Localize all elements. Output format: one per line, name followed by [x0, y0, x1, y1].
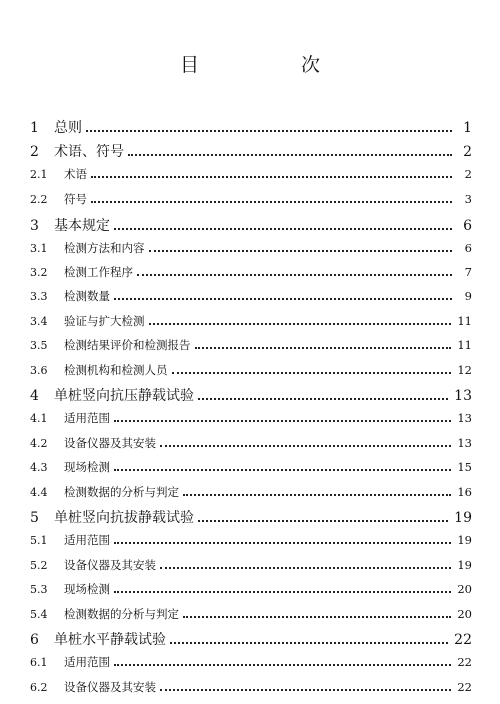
- toc-entry: [30, 531, 472, 549]
- toc-entry: [30, 580, 472, 598]
- toc-entry: [30, 458, 472, 476]
- toc-entry: [30, 555, 472, 573]
- toc-entry: [30, 165, 472, 183]
- toc-entry-number: 5.4: [30, 607, 48, 621]
- toc-entry-label: 适用范围: [64, 655, 110, 670]
- dot-leader: [91, 189, 452, 203]
- toc-entry-page: 6: [463, 217, 472, 234]
- toc-entry-page: 22: [457, 655, 472, 670]
- toc-entry-page: 2: [463, 144, 472, 161]
- toc-entry-page: 19: [457, 557, 472, 572]
- toc-entry-label: 术语、符号: [54, 144, 124, 161]
- toc-entry-label: 检测工作程序: [64, 264, 133, 279]
- dot-leader: [149, 311, 452, 325]
- toc-entry-number: 5.3: [30, 583, 48, 597]
- dot-leader: [114, 214, 452, 230]
- toc-entry-page: 19: [457, 533, 472, 548]
- toc-entry-number: 5.2: [30, 558, 48, 572]
- toc-entry-page: 16: [457, 484, 472, 499]
- dot-leader: [114, 458, 451, 472]
- toc-entry-number: 3: [30, 217, 39, 234]
- toc-entry-page: 7: [464, 264, 472, 279]
- dot-leader: [114, 580, 451, 594]
- dot-leader: [160, 433, 451, 447]
- dot-leader: [114, 287, 452, 301]
- dot-leader: [198, 506, 448, 522]
- toc-entry: [30, 336, 472, 354]
- dot-leader: [128, 140, 452, 156]
- toc-entry-label: 验证与扩大检测: [64, 313, 145, 328]
- toc-entry-label: 检测方法和内容: [64, 240, 145, 255]
- toc-entry-label: 符号: [64, 191, 87, 206]
- toc-entry-label: 总则: [54, 120, 82, 136]
- toc-entry-label: 现场检测: [64, 582, 110, 597]
- toc-entry-page: 13: [457, 435, 472, 450]
- dot-leader: [114, 409, 451, 423]
- toc-entry-number: 4.2: [30, 436, 48, 450]
- toc-entry-label: 检测数据的分析与判定: [64, 606, 179, 621]
- toc-entry-number: 4: [30, 388, 39, 405]
- dot-leader: [172, 360, 452, 374]
- dot-leader: [183, 482, 451, 496]
- toc-entry-number: 3.4: [30, 314, 48, 328]
- toc-entry: [30, 311, 472, 329]
- toc-entry-number: 3.6: [30, 363, 48, 377]
- toc-entry-number: 3.1: [30, 241, 48, 255]
- toc-entry: [30, 628, 472, 649]
- toc-entry: [30, 116, 472, 137]
- toc-entry-label: 适用范围: [64, 411, 110, 426]
- dot-leader: [149, 238, 453, 252]
- toc-entry-label: 适用范围: [64, 533, 110, 548]
- toc-entry-label: 设备仪器及其安装: [64, 557, 156, 572]
- toc-entry: [30, 506, 472, 527]
- toc-entry-number: 3.2: [30, 265, 48, 279]
- toc-entry: [30, 409, 472, 427]
- toc-entry: [30, 287, 472, 305]
- toc-entry-number: 2.1: [30, 168, 48, 182]
- dot-leader: [114, 653, 451, 667]
- toc-entry-number: 6.1: [30, 656, 48, 670]
- toc-entry: [30, 677, 472, 695]
- toc-entry-number: 6: [30, 632, 39, 649]
- toc-entry-page: 9: [464, 289, 472, 304]
- toc-entry: [30, 604, 472, 622]
- toc-entry-number: 3.3: [30, 290, 48, 304]
- toc-entry: [30, 189, 472, 207]
- toc-entry-label: 设备仪器及其安装: [64, 679, 156, 694]
- toc-entry-label: 检测数量: [64, 289, 110, 304]
- toc-entry-page: 13: [454, 388, 472, 405]
- toc-entry: [30, 238, 472, 256]
- toc-entry-page: 19: [454, 510, 472, 527]
- toc-entry-number: 3.5: [30, 339, 48, 353]
- toc-entry-label: 基本规定: [54, 217, 110, 234]
- toc-entry-page: 22: [454, 632, 472, 649]
- toc-entry-number: 4.4: [30, 485, 48, 499]
- toc-entry-number: 6.2: [30, 680, 48, 694]
- toc-entry-page: 13: [457, 411, 472, 426]
- toc-entry-page: 11: [457, 313, 472, 328]
- toc-entry: [30, 262, 472, 280]
- toc-entry-number: 5: [30, 510, 39, 527]
- toc-entry-number: 2: [30, 144, 39, 161]
- toc-entry-page: 1: [463, 120, 472, 136]
- toc-entry-page: 6: [464, 240, 472, 255]
- dot-leader: [198, 384, 448, 400]
- toc-entry: [30, 214, 472, 235]
- toc-entry: [30, 384, 472, 405]
- toc-entry-label: 现场检测: [64, 460, 110, 475]
- toc-entry-label: 术语: [64, 167, 87, 182]
- dot-leader: [160, 677, 451, 691]
- dot-leader: [160, 555, 451, 569]
- toc-entry-page: 2: [464, 167, 472, 182]
- toc-entry-page: 20: [457, 582, 472, 597]
- dot-leader: [170, 628, 448, 644]
- toc-entry-label: 检测机构和检测人员: [64, 362, 168, 377]
- toc-entry-page: 12: [457, 362, 472, 377]
- toc-entry-label: 单桩水平静载试验: [54, 632, 166, 649]
- toc-entry: [30, 653, 472, 671]
- toc-entry-page: 3: [464, 191, 472, 206]
- toc-entry: [30, 140, 472, 161]
- toc-entry: [30, 433, 472, 451]
- dot-leader: [137, 262, 452, 276]
- toc-entry-number: 4.3: [30, 461, 48, 475]
- toc-entry-page: 22: [457, 679, 472, 694]
- toc-entry: [30, 360, 472, 378]
- toc-entry-label: 设备仪器及其安装: [64, 435, 156, 450]
- dot-leader: [91, 165, 452, 179]
- toc-entry-number: 2.2: [30, 192, 48, 206]
- toc-entry-page: 11: [457, 338, 472, 353]
- toc-entry-number: 4.1: [30, 412, 48, 426]
- toc-entry-number: 1: [30, 120, 39, 136]
- toc-entry-label: 检测结果评价和检测报告: [64, 338, 191, 353]
- dot-leader: [195, 336, 452, 350]
- toc-entry-page: 15: [457, 460, 472, 475]
- toc-entry: [30, 482, 472, 500]
- toc-entry-label: 单桩竖向抗拔静载试验: [54, 510, 194, 527]
- dot-leader: [114, 531, 451, 545]
- toc-entry-label: 单桩竖向抗压静载试验: [54, 388, 194, 405]
- toc-entry-label: 检测数据的分析与判定: [64, 484, 179, 499]
- dot-leader: [183, 604, 451, 618]
- dot-leader: [86, 116, 452, 132]
- toc-entry-page: 20: [457, 606, 472, 621]
- page-title: 目 次: [179, 54, 369, 76]
- toc-entry-number: 5.1: [30, 534, 48, 548]
